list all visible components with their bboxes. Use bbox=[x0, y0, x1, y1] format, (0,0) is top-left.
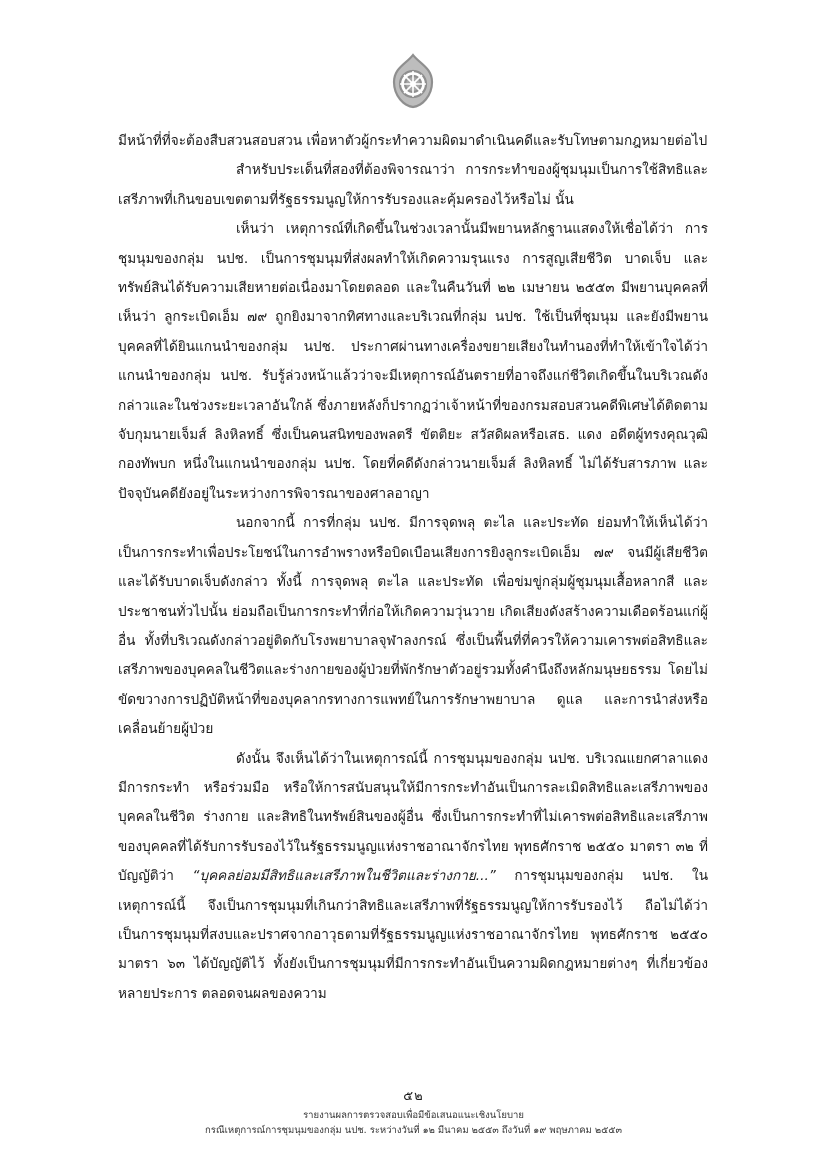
document-body bbox=[118, 127, 708, 1009]
conclusion-text-before: ดังนั้น จึงเห็นได้ว่าในเหตุการณ์นี้ การชุมนุมของกลุ่ม นปช. บริเวณแยกศาลาแดง มีการกระทำ หรือร่วมมือ หรือให้การสนับสนุนให้มีการกระทำอันเป็นการละเมิดสิทธิและเสรีภาพของบุคคลในชีวิต ร่างกาย และสิทธิในทรัพย์สินของผู้อื่น ซึ่งเป็นการกระทำที่ไม่เคารพต่อสิทธิและเสรีภาพของบุคคลที่ได้รับการรับรองไว้ในรัฐธรรมนูญแห่งราชอาณาจักรไทย พุทธศักราช ๒๕๕๐ มาตรา ๓๒ ที่บัญญัติว่า bbox=[118, 750, 708, 885]
paragraph-continuation: มีหน้าที่ที่จะต้องสืบสวนสอบสวน เพื่อหาตัวผู้กระทำความผิดมาดำเนินคดีและรับโทษตามกฎหมายต่อไป bbox=[118, 133, 708, 149]
footer-report-title: รายงานผลการตรวจสอบเพื่อมีข้อเสนอแนะเชิงนโยบาย bbox=[303, 1110, 524, 1121]
conclusion-text-after: การชุมนุมของกลุ่ม นปช. ในเหตุการณ์นี้ จึงเป็นการชุมนุมที่เกินกว่าสิทธิและเสรีภาพที่รัฐธรรมนูญให้การรับรองไว้ ถือไม่ได้ว่าเป็นการชุมนุมที่สงบและปราศจากอาวุธตามที่รัฐธรรมนูญแห่งราชอาณาจักรไทย พุทธศักราช ๒๕๕๐ มาตรา ๖๓ ได้บัญญัติไว้ ทั้งยังเป็นการชุมนุมที่มีการกระทำอันเป็นความผิดกฎหมายต่างๆ ที่เกี่ยวข้องหลายประการ ตลอดจนผลของความ bbox=[118, 868, 708, 1002]
footer-report-subtitle: กรณีเหตุการณ์การชุมนุมของกลุ่ม นปช. ระหว่างวันที่ ๑๒ มีนาคม ๒๕๕๓ ถึงวันที่ ๑๙ พฤษภาคม ๒๕๕๓ bbox=[205, 1125, 622, 1136]
paragraph-conclusion bbox=[118, 745, 708, 1010]
paragraph-second-issue: สำหรับประเด็นที่สองที่ต้องพิจารณาว่า การกระทำของผู้ชุมนุมเป็นการใช้สิทธิและเสรีภาพที่เกินขอบเขตตามที่รัฐธรรมนูญให้การรับรองและคุ้มครองไว้หรือไม่ นั้น bbox=[118, 162, 708, 208]
emblem-logo bbox=[384, 52, 442, 110]
paragraph-finding: เห็นว่า เหตุการณ์ที่เกิดขึ้นในช่วงเวลานั้นมีพยานหลักฐานแสดงให้เชื่อได้ว่า การชุมนุมของกลุ่ม นปช. เป็นการชุมนุมที่ส่งผลทำให้เกิดความรุนแรง การสูญเสียชีวิต บาดเจ็บ และทรัพย์สินได้รับความเสียหายต่อเนื่องมาโดยตลอด และในคืนวันที่ ๒๒ เมษายน ๒๕๕๓ มีพยานบุคคลที่เห็นว่า ลูกระเบิดเอ็ม ๗๙ ถูกยิงมาจากทิศทางและบริเวณที่กลุ่ม นปช. ใช้เป็นที่ชุมนุม และยังมีพยานบุคคลที่ได้ยินแกนนำของกลุ่ม นปช. ประกาศผ่านทางเครื่องขยายเสียงในทำนองที่ทำให้เข้าใจได้ว่า แกนนำของกลุ่ม นปช. รับรู้ล่วงหน้าแล้วว่าจะมีเหตุการณ์อันตรายที่อาจถึงแก่ชีวิตเกิดขึ้นในบริเวณดังกล่าวและในช่วงระยะเวลาอันใกล้ ซึ่งภายหลังก็ปรากฏว่าเจ้าหน้าที่ของกรมสอบสวนคดีพิเศษได้ติดตามจับกุมนายเจ็มส์ ลิงหิลทธิ์ ซึ่งเป็นคนสนิทของพลตรี ขัตติยะ สวัสดิผลหรือเสธ. แดง อดีตผู้ทรงคุณวุฒิกองทัพบก หนึ่งในแกนนำของกลุ่ม นปช. โดยที่คดีดังกล่าวนายเจ็มส์ ลิงหิลทธิ์ ไม่ได้รับสารภาพ และปัจจุบันคดียังอยู่ในระหว่างการพิจารณาของศาลอาญา bbox=[118, 221, 708, 502]
thai-emblem-icon bbox=[384, 52, 442, 110]
paragraph-fireworks: นอกจากนี้ การที่กลุ่ม นปช. มีการจุดพลุ ตะไล และประทัด ย่อมทำให้เห็นได้ว่า เป็นการกระทำเพื่อประโยชน์ในการอำพรางหรือบิดเบือนเสียงการยิงลูกระเบิดเอ็ม ๗๙ จนมีผู้เสียชีวิตและได้รับบาดเจ็บดังกล่าว ทั้งนี้ การจุดพลุ ตะไล และประทัด เพื่อข่มขู่กลุ่มผู้ชุมนุมเสื้อหลากสี และประชาชนทั่วไปนั้น ย่อมถือเป็นการกระทำที่ก่อให้เกิดความวุ่นวาย เกิดเสียงดังสร้างความเดือดร้อนแก่ผู้อื่น ทั้งที่บริเวณดังกล่าวอยู่ติดกับโรงพยาบาลจุฬาลงกรณ์ ซึ่งเป็นพื้นที่ที่ควรให้ความเคารพต่อสิทธิและเสรีภาพของบุคคลในชีวิตและร่างกายของผู้ป่วยที่พักรักษาตัวอยู่รวมทั้งคำนึงถึงหลักมนุษยธรรม โดยไม่ขัดขวางการปฏิบัติหน้าที่ของบุคลากรทางการแพทย์ในการรักษาพยาบาล ดูแล และการนำส่งหรือเคลื่อนย้ายผู้ป่วย bbox=[118, 515, 708, 738]
constitution-quote: “บุคคลย่อมมีสิทธิและเสรีภาพในชีวิตและร่างกาย...” bbox=[192, 868, 496, 885]
page-number: ๕๒ bbox=[403, 1089, 424, 1104]
